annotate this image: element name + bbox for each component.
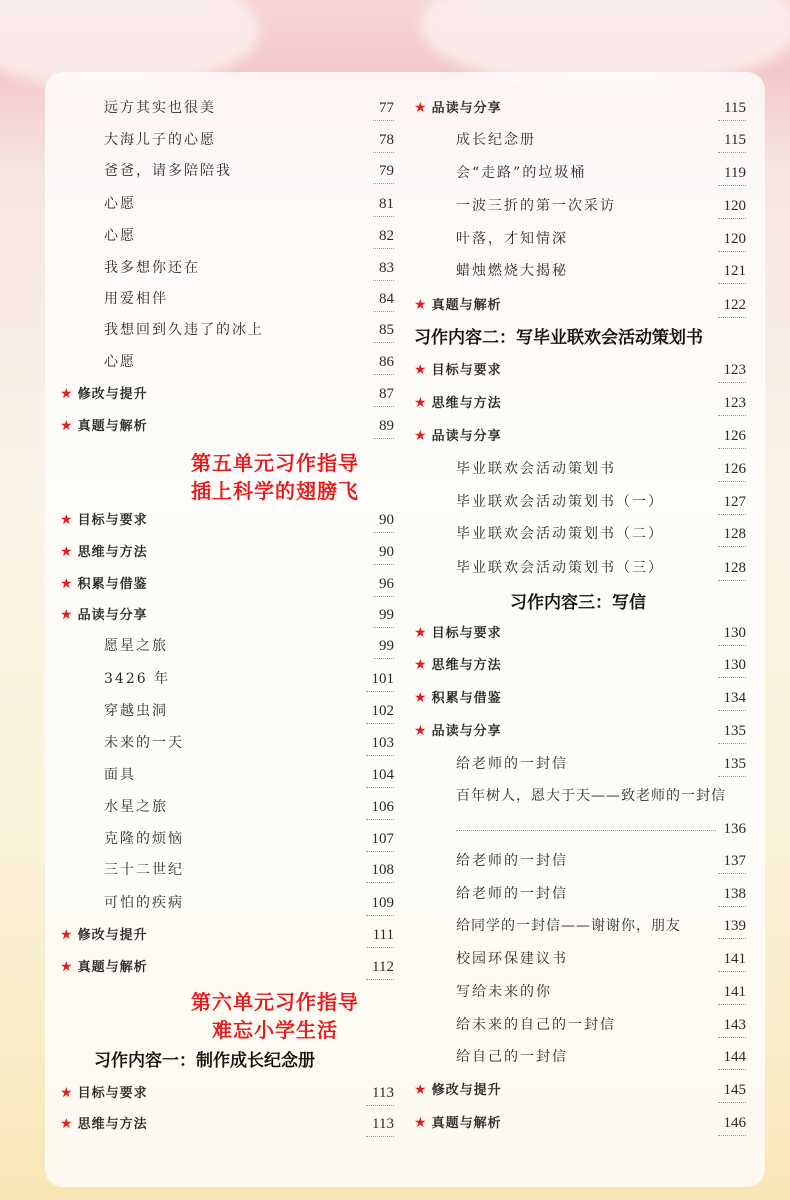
toc-entry-long-page: 136 (723, 821, 746, 837)
unit-subtitle: 插上科学的翅膀飞 (191, 479, 359, 503)
toc-entry[interactable]: 给自己的一封信 144 (410, 1045, 746, 1069)
toc-section[interactable]: ★ 真题与解析 112 (52, 955, 394, 979)
toc-entry[interactable]: 大海儿子的心愿 78 (52, 128, 394, 152)
toc-section[interactable]: ★ 修改与提升 87 (52, 382, 394, 406)
toc-section[interactable]: ★ 思维与方法 130 (410, 653, 746, 677)
toc-entry[interactable]: 远方其实也很美 77 (52, 96, 394, 120)
toc-section[interactable]: ★ 修改与提升 145 (410, 1078, 746, 1102)
toc-entry[interactable]: 面具 104 (52, 763, 394, 787)
toc-entry[interactable]: 成长纪念册 115 (410, 128, 746, 152)
toc-section[interactable]: ★ 积累与借鉴 134 (410, 686, 746, 710)
star-icon: ★ (60, 512, 74, 528)
toc-entry[interactable]: 叶落，才知情深 120 (410, 227, 746, 251)
toc-entry[interactable]: 克隆的烦恼 107 (52, 827, 394, 851)
toc-entry[interactable]: 给同学的一封信——谢谢你，朋友 139 (410, 914, 746, 938)
toc-section[interactable]: ★ 修改与提升 111 (52, 923, 394, 947)
topic-heading: 习作内容二：写毕业联欢会活动策划书 (414, 328, 703, 348)
star-icon: ★ (414, 1115, 428, 1131)
toc-section[interactable]: ★ 真题与解析 89 (52, 414, 394, 438)
toc-entry[interactable]: 心愿 81 (52, 192, 394, 216)
toc-entry[interactable]: 给老师的一封信 135 (410, 752, 746, 776)
topic-heading: 习作内容三：写信 (510, 593, 646, 613)
star-icon: ★ (60, 959, 74, 975)
toc-entry[interactable]: 毕业联欢会活动策划书（一） 127 (410, 490, 746, 514)
toc-entry[interactable]: 校园环保建议书 141 (410, 947, 746, 971)
toc-section[interactable]: ★ 真题与解析 122 (410, 293, 746, 317)
toc-right-column (410, 0, 746, 1200)
toc-entry[interactable]: 给老师的一封信 138 (410, 882, 746, 906)
star-icon: ★ (60, 418, 74, 434)
star-icon: ★ (414, 297, 428, 313)
star-icon: ★ (60, 386, 74, 402)
toc-entry[interactable]: 毕业联欢会活动策划书（三） 128 (410, 556, 746, 580)
star-icon: ★ (60, 1085, 74, 1101)
star-icon: ★ (60, 607, 74, 623)
unit-title: 第五单元习作指导 (191, 451, 359, 475)
toc-entry[interactable]: 愿星之旅 99 (52, 634, 394, 658)
star-icon: ★ (414, 100, 428, 116)
toc-entry[interactable]: 可怕的疾病 109 (52, 891, 394, 915)
toc-entry[interactable]: 写给未来的你 141 (410, 980, 746, 1004)
toc-section[interactable]: ★ 品读与分享 135 (410, 719, 746, 743)
star-icon: ★ (414, 428, 428, 444)
toc-section[interactable]: ★ 积累与借鉴 96 (52, 572, 394, 596)
star-icon: ★ (60, 927, 74, 943)
toc-entry[interactable]: 穿越虫洞 102 (52, 699, 394, 723)
toc-entry[interactable]: 一波三折的第一次采访 120 (410, 194, 746, 218)
toc-entry[interactable]: 毕业联欢会活动策划书（二） 128 (410, 522, 746, 546)
toc-section[interactable]: ★ 品读与分享 99 (52, 603, 394, 627)
toc-entry[interactable]: 未来的一天 103 (52, 731, 394, 755)
toc-entry[interactable]: 心愿 82 (52, 224, 394, 248)
star-icon: ★ (414, 1082, 428, 1098)
toc-entry[interactable]: 3426 年 101 (52, 667, 394, 691)
toc-entry-long[interactable]: 百年树人，恩大于天——致老师的一封信 (456, 788, 726, 804)
star-icon: ★ (414, 690, 428, 706)
unit-subtitle: 难忘小学生活 (212, 1018, 338, 1042)
toc-entry[interactable]: 蜡烛燃烧大揭秘 121 (410, 259, 746, 283)
star-icon: ★ (414, 625, 428, 641)
toc-entry[interactable]: 会“走路”的垃圾桶 119 (410, 161, 746, 185)
toc-entry[interactable]: 我多想你还在 83 (52, 256, 394, 280)
toc-entry[interactable]: 水星之旅 106 (52, 795, 394, 819)
toc-section[interactable]: ★ 目标与要求 130 (410, 621, 746, 645)
toc-left-column (52, 0, 394, 1200)
toc-entry[interactable]: 三十二世纪 108 (52, 858, 394, 882)
toc-entry[interactable]: 给老师的一封信 137 (410, 849, 746, 873)
unit-title: 第六单元习作指导 (191, 990, 359, 1014)
toc-section[interactable]: ★ 真题与解析 146 (410, 1111, 746, 1135)
toc-entry[interactable]: 给未来的自己的一封信 143 (410, 1013, 746, 1037)
toc-entry[interactable]: 用爱相伴 84 (52, 287, 394, 311)
toc-section[interactable]: ★ 品读与分享 115 (410, 96, 746, 120)
toc-section[interactable]: ★ 品读与分享 126 (410, 424, 746, 448)
star-icon: ★ (60, 576, 74, 592)
toc-entry[interactable]: 我想回到久违了的冰上 85 (52, 318, 394, 342)
topic-heading: 习作内容一：制作成长纪念册 (94, 1051, 315, 1071)
star-icon: ★ (414, 657, 428, 673)
toc-section[interactable]: ★ 思维与方法 123 (410, 391, 746, 415)
toc-section[interactable]: ★ 目标与要求 113 (52, 1081, 394, 1105)
toc-entry[interactable]: 毕业联欢会活动策划书 126 (410, 457, 746, 481)
star-icon: ★ (414, 395, 428, 411)
toc-entry[interactable]: 心愿 86 (52, 350, 394, 374)
toc-entry[interactable]: 爸爸，请多陪陪我 79 (52, 159, 394, 183)
toc-section[interactable]: ★ 目标与要求 90 (52, 508, 394, 532)
star-icon: ★ (60, 1116, 74, 1132)
star-icon: ★ (414, 362, 428, 378)
star-icon: ★ (414, 723, 428, 739)
toc-section[interactable]: ★ 目标与要求 123 (410, 358, 746, 382)
toc-section[interactable]: ★ 思维与方法 90 (52, 540, 394, 564)
star-icon: ★ (60, 544, 74, 560)
toc-section[interactable]: ★ 思维与方法 113 (52, 1112, 394, 1136)
